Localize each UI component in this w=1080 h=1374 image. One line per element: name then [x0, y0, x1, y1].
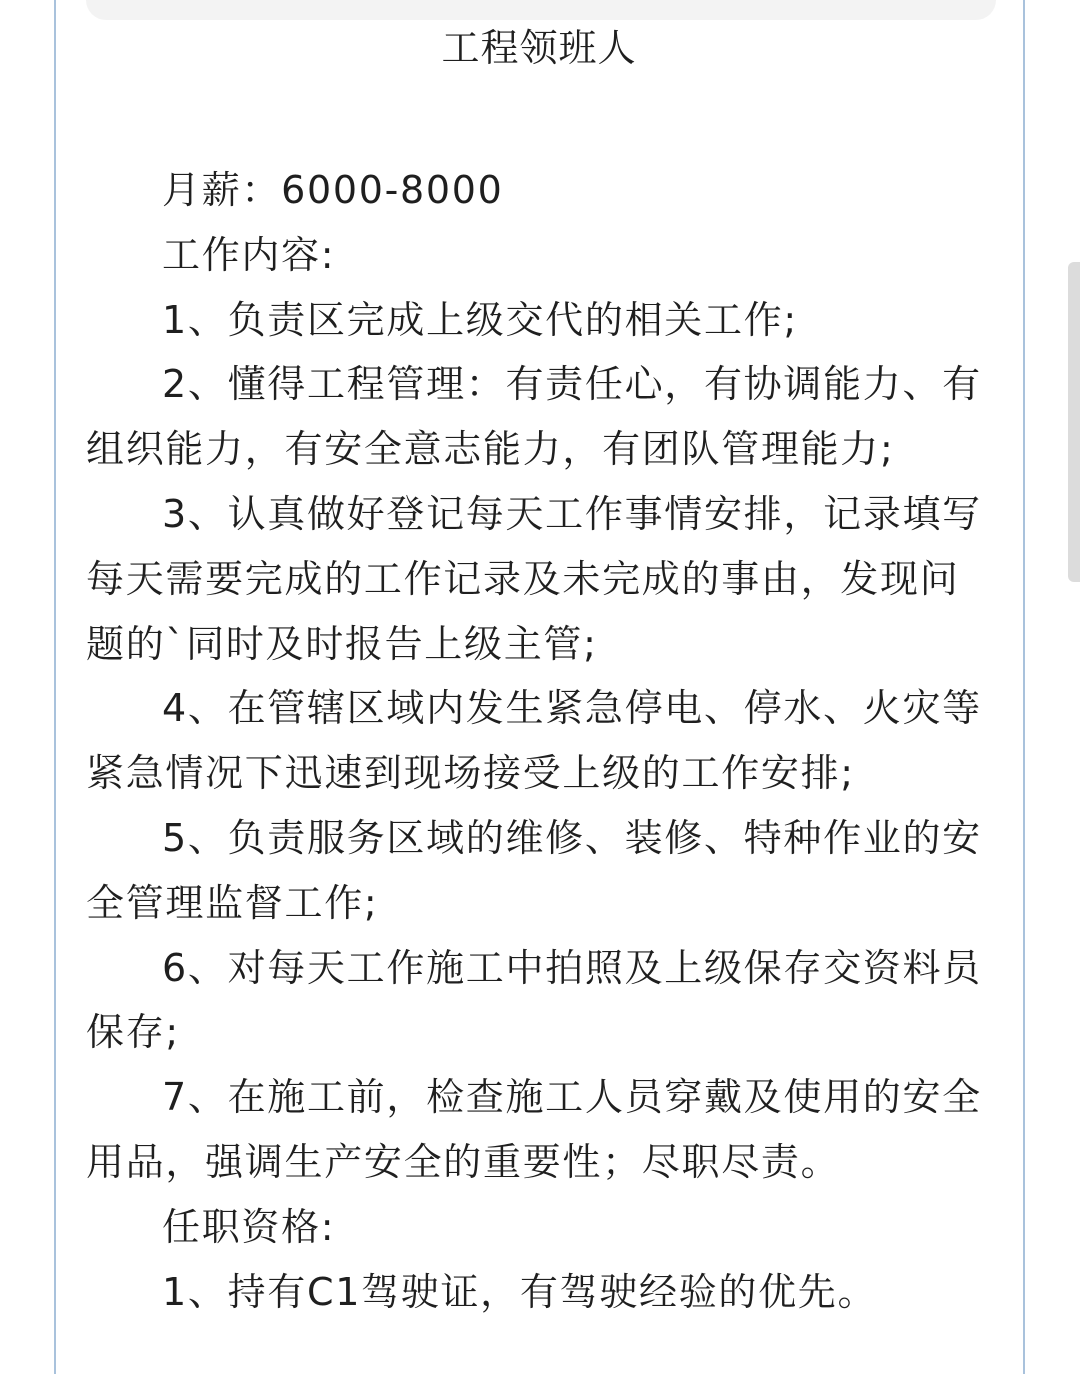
duty-item: 2、懂得工程管理：有责任心，有协调能力、有组织能力，有安全意志能力，有团队管理能力; [86, 362, 982, 472]
job-title: 工程领班人 [441, 26, 637, 70]
salary-line: 月薪：6000-8000 [162, 168, 504, 212]
job-post-content [86, 16, 992, 1324]
duty-item: 1、负责区完成上级交代的相关工作; [162, 297, 798, 342]
left-border [54, 0, 56, 1374]
duties-heading: 工作内容: [162, 232, 336, 277]
qualifications-heading: 任职资格: [162, 1204, 336, 1249]
duty-item: 3、认真做好登记每天工作事情安排，记录填写每天需要完成的工作记录及未完成的事由，发现问题的`同时及时报告上级主管; [86, 491, 982, 666]
qualification-item: 1、持有C1驾驶证，有驾驶经验的优先。 [162, 1269, 878, 1314]
duty-item: 7、在施工前，检查施工人员穿戴及使用的安全用品，强调生产安全的重要性；尽职尽责。 [86, 1075, 982, 1184]
duty-item: 5、负责服务区域的维修、装修、特种作业的安全管理监督工作; [86, 815, 982, 925]
duty-item: 4、在管辖区域内发生紧急停电、停水、火灾等紧急情况下迅速到现场接受上级的工作安排; [86, 686, 982, 796]
duty-item: 6、对每天工作施工中拍照及上级保存交资料员保存; [86, 945, 982, 1055]
right-border [1023, 0, 1025, 1374]
scrollbar-thumb[interactable] [1068, 262, 1080, 582]
